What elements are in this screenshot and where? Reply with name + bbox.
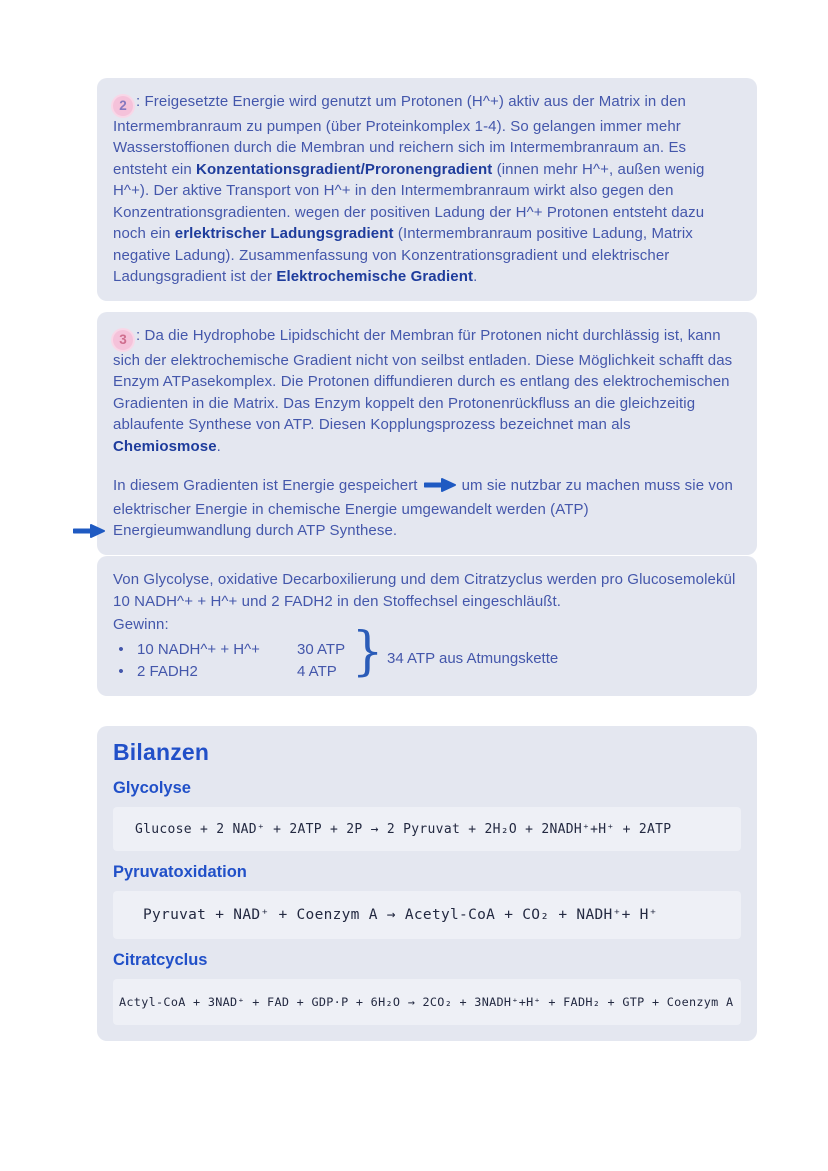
text-segment: : Da die Hydrophobe Lipidschicht der Membran für Protonen nicht durchlässig ist, kann sich der elektrochemische Gradient nicht von seilbst entladen. Diese Möglichkeit schafft das Enzym ATPasekomplex. Die Protonen diffundieren durch es entlang des elektrochemischen Gradienten in die Matrix. Das Enzym koppelt den Protonenrückfluss an die gleichzeitig ablaufente Synthese von ATP. Diesen Kopplungsprozess bezeichnet man als <box>113 327 733 434</box>
text-segment: um sie nutzbar zu machen muss sie von elektrischer Energie in chemische Energie umgewandelt werden (ATP) <box>113 477 733 518</box>
text-segment: . <box>216 437 221 455</box>
equation-text: Glucose + 2 NAD⁺ + 2ATP + 2P → 2 Pyruvat + 2H₂O + 2NADH⁺+H⁺ + 2ATP <box>135 821 672 837</box>
note-box-chemiosmose <box>97 312 757 555</box>
text-segment: In diesem Gradienten ist Energie gespeichert <box>113 477 418 495</box>
bold-term-elektrochemischer-gradient: Elektrochemische Gradient <box>276 268 474 286</box>
bold-term-chemiosmose: Chemiosmose <box>113 437 217 455</box>
equation-strip-pyruvatoxidation <box>113 891 741 939</box>
text-segment: (Intermembranraum positive Ladung, Matrix negative Ladung). Zusammenfassung von Konzentrationsgradient und elektrischer Ladungsgradient ist der <box>113 225 693 286</box>
yield-name: 2 FADH2 <box>137 662 198 680</box>
text-segment: : Freigesetzte Energie wird genutzt um Protonen (H^+) aktiv aus der Matrix in den Intermembranraum zu pumpen (über Proteinkomplex 1-4). So gelangen immer mehr Wasserstoffionen durch die Membran und reichern sich im Intermembranraum an. Es entsteht ein <box>113 93 687 178</box>
atp-total-label: 34 ATP aus Atmungskette <box>387 649 559 667</box>
bullet-icon: • <box>118 662 124 680</box>
arrow-right-icon <box>73 523 105 545</box>
arrow-right-icon <box>424 477 456 499</box>
equation-strip-citratcyclus <box>113 979 741 1025</box>
paragraph-atp-intro: Von Glycolyse, oxidative Decarboxilierung und dem Citratzyclus werden pro Glucosemolekül 10 NADH^+ + H^+ und 2 FADH2 in den Stoffechsel eingeschläußt. <box>113 571 736 610</box>
paragraph-chemiosmose <box>113 325 741 457</box>
paragraph-energy-conversion <box>113 475 741 520</box>
yield-name: 10 NADH^+ + H^+ <box>137 640 260 658</box>
bold-term-konzentrationsgradient: Konzentationsgradient/Proronengradient <box>196 160 493 178</box>
equation-text: Actyl-CoA + 3NAD⁺ + FAD + GDP·P + 6H₂O → 2CO₂ + 3NADH⁺+H⁺ + FADH₂ + GTP + Coenzym A <box>119 995 734 1009</box>
equation-text: Pyruvat + NAD⁺ + Coenzym A → Acetyl-CoA + CO₂ + NADH⁺+ H⁺ <box>143 907 658 923</box>
text-segment: (innen mehr H^+, außen wenig H^+). Der aktive Transport von H^+ in den Intermembranraum wirkt also gegen den Konzentrationsgradienten. wegen der positiven Ladung der H^+ Protonen entsteht dazu noch ein <box>113 160 705 243</box>
note-box-atp-yield <box>97 556 757 696</box>
note-box-bilanzen <box>97 726 757 1041</box>
text-segment: . <box>473 268 478 286</box>
section-title-bilanzen: Bilanzen <box>113 739 210 765</box>
bullet-icon: • <box>118 640 124 658</box>
text-segment: Energieumwandlung durch ATP Synthese. <box>113 522 398 540</box>
subheading-citratcyclus: Citratcyclus <box>113 951 208 969</box>
subheading-glycolyse: Glycolyse <box>113 779 191 797</box>
note-box-proton-gradient <box>97 78 757 301</box>
yield-atp-value: 4 ATP <box>297 662 337 680</box>
bold-term-ladungsgradient: erlektrischer Ladungsgradient <box>174 225 394 243</box>
paragraph-proton-gradient <box>113 91 741 288</box>
curly-brace-icon: } <box>351 621 384 682</box>
step-number-badge: 2 <box>113 96 133 116</box>
equation-strip-glycolyse <box>113 807 741 851</box>
subheading-pyruvatoxidation: Pyruvatoxidation <box>113 863 247 881</box>
step-number-badge: 3 <box>113 330 133 350</box>
yield-atp-value: 30 ATP <box>297 640 346 658</box>
gewinn-label: Gewinn: <box>113 616 169 633</box>
paragraph-energy-conclusion <box>113 520 741 542</box>
